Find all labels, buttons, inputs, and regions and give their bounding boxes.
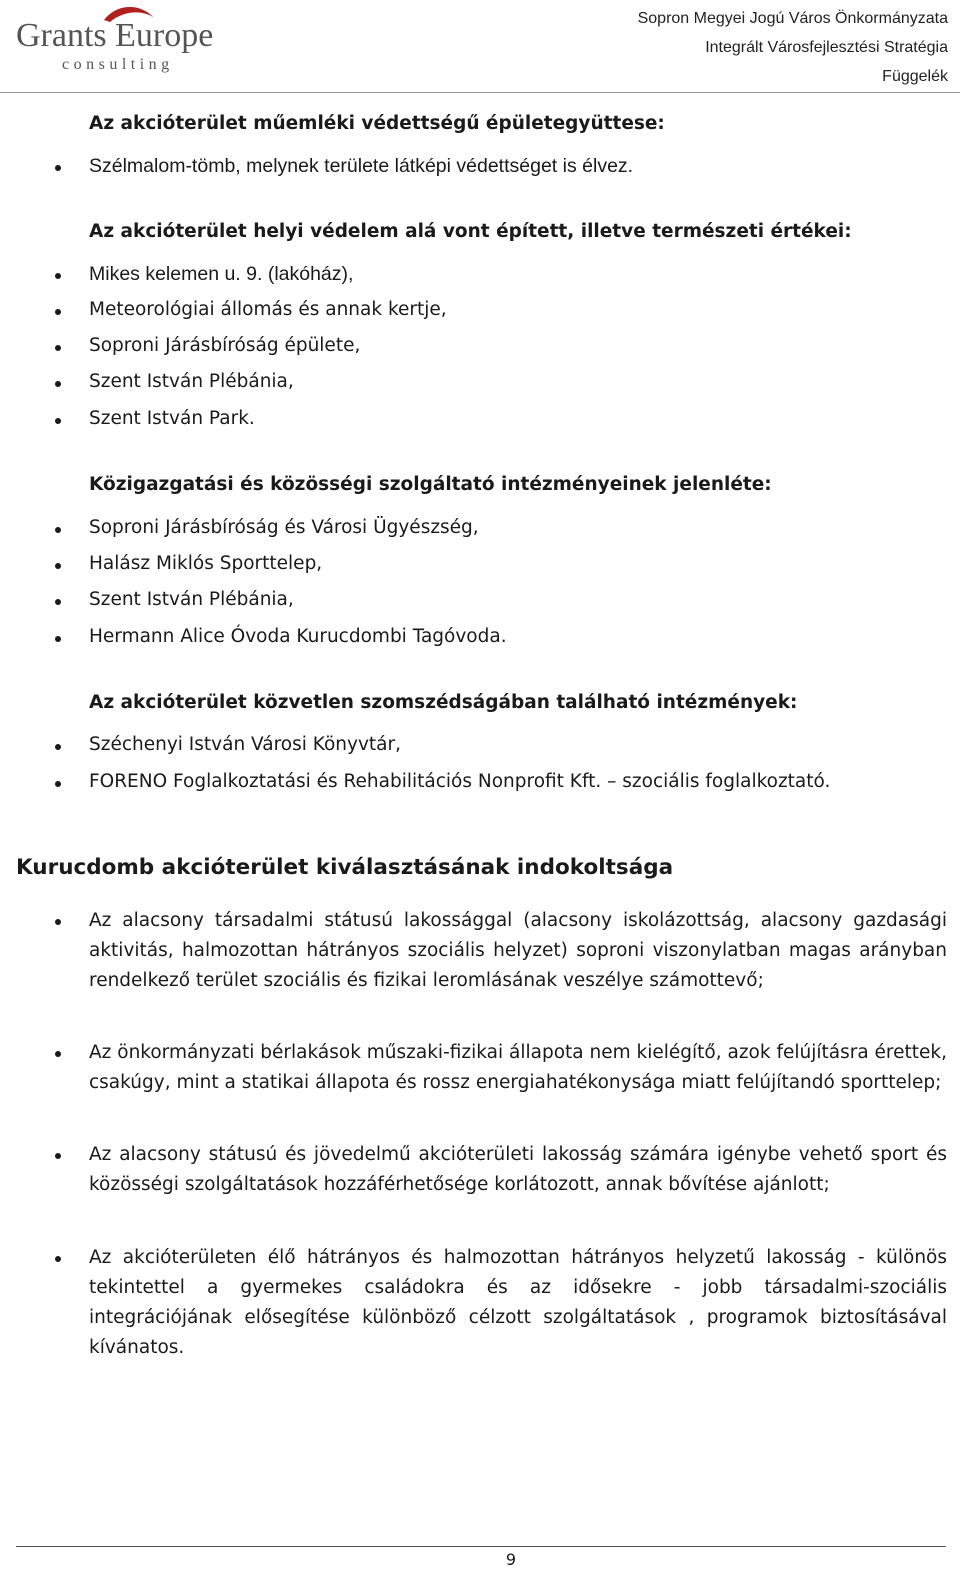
section-heading: Az akcióterület helyi védelem alá vont épített, illetve természeti értékei: (89, 221, 852, 242)
bullet-icon (55, 781, 61, 787)
section-heading: Közigazgatási és közösségi szolgáltató intézményeinek jelenléte: (89, 474, 772, 495)
bullet-icon (55, 273, 61, 279)
list-item: Soproni Járásbíróság és Városi Ügyészség, (89, 517, 479, 538)
page-number: 9 (505, 1550, 517, 1569)
justification-paragraph: Az akcióterületen élő hátrányos és halmozottan hátrányos helyzetű lakosság - különös tekintettel a gyermekes családokra és az idősekre - jobb társadalmi-szociális integrációjának elősegítése különböző célzott szolgáltatások , programok biztosításával kívánatos. (89, 1247, 947, 1358)
section-title: Kurucdomb akcióterület kiválasztásának indokoltsága (16, 855, 674, 880)
bullet-icon (55, 527, 61, 533)
list-item: Halász Miklós Sporttelep, (89, 553, 323, 574)
list-item: Soproni Járásbíróság épülete, (89, 335, 361, 356)
list-item: FORENO Foglalkoztatási és Rehabilitációs Nonprofit Kft. – szociális foglalkoztató. (89, 771, 831, 792)
bullet-icon (55, 345, 61, 351)
footer-divider (16, 1546, 946, 1547)
list-item: Szent István Park. (89, 408, 255, 429)
section-heading: Az akcióterület közvetlen szomszédságában található intézmények: (89, 692, 798, 713)
section-heading: Az akcióterület műemléki védettségű épületegyüttese: (89, 113, 665, 134)
bullet-icon (55, 1153, 61, 1159)
document-header-info (638, 4, 948, 91)
bullet-icon (55, 165, 61, 171)
list-item: Hermann Alice Óvoda Kurucdombi Tagóvoda. (89, 626, 507, 647)
list-item: Széchenyi István Városi Könyvtár, (89, 734, 402, 755)
logo-sub-text: consulting (62, 56, 174, 73)
justification-paragraph: Az alacsony társadalmi státusú lakossággal (alacsony iskolázottság, alacsony gazdasági aktivitás, halmozottan hátrányos szociális helyzet) soproni viszonylatban magas arányban rendelkező terület szociális és fizikai leromlásának veszélye számottevő; (89, 910, 947, 991)
header-appendix: Függelék (882, 68, 948, 85)
bullet-icon (55, 599, 61, 605)
list-item: Szent István Plébánia, (89, 589, 294, 610)
logo-graphic (16, 2, 236, 82)
page-header (0, 0, 960, 93)
list-item: Szélmalom-tömb, melynek területe látképi védettséget is élvez. (89, 155, 634, 177)
logo-main-text: Grants Europe (16, 17, 214, 54)
bullet-icon (55, 563, 61, 569)
list-item: Mikes kelemen u. 9. (lakóház), (89, 263, 354, 285)
list-item: Meteorológiai állomás és annak kertje, (89, 299, 447, 320)
bullet-icon (55, 636, 61, 642)
justification-paragraph: Az önkormányzati bérlakások műszaki-fizikai állapota nem kielégítő, azok felújításra érettek, csakúgy, mint a statikai állapota és rossz energiahatékonysága miatt felújítandó sporttelep; (89, 1042, 947, 1093)
bullet-icon (55, 744, 61, 750)
list-item: Szent István Plébánia, (89, 371, 294, 392)
bullet-icon (55, 1051, 61, 1057)
header-municipality: Sopron Megyei Jogú Város Önkormányzata (637, 10, 948, 27)
bullet-icon (55, 919, 61, 925)
bullet-icon (55, 381, 61, 387)
header-strategy: Integrált Városfejlesztési Stratégia (705, 39, 948, 56)
grants-europe-logo (16, 2, 236, 82)
bullet-icon (55, 309, 61, 315)
bullet-icon (55, 418, 61, 424)
bullet-icon (55, 1256, 61, 1262)
justification-paragraph: Az alacsony státusú és jövedelmű akcióterületi lakosság számára igénybe vehető sport és közösségi szolgáltatások hozzáférhetősége korlátozott, annak bővítése ajánlott; (89, 1144, 947, 1195)
